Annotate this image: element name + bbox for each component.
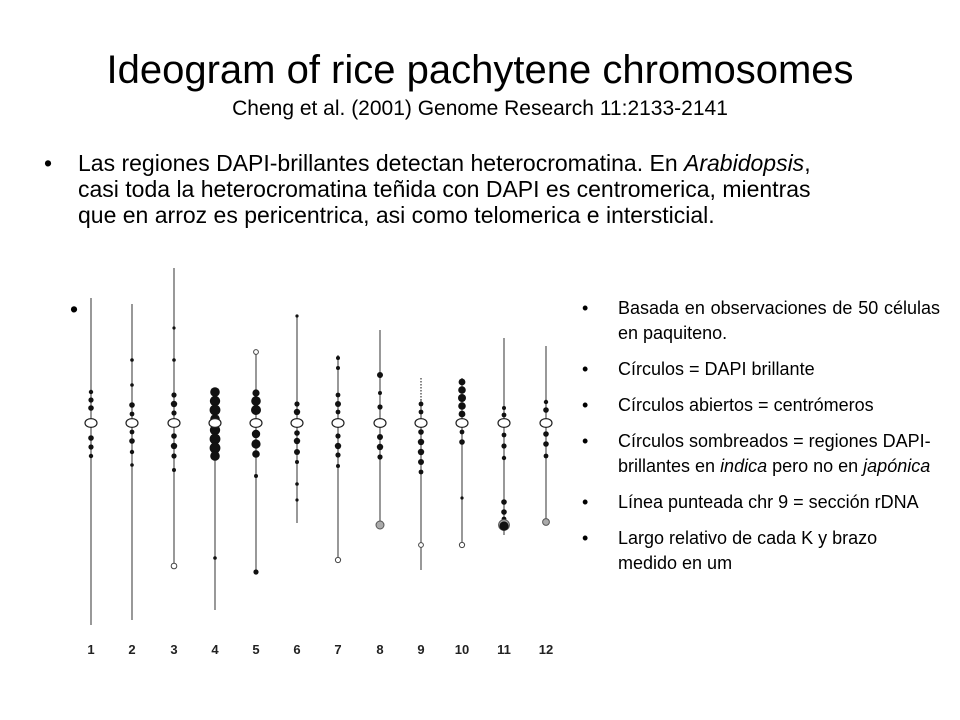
dapi-bright-dot [336,410,341,415]
centromere-open-circle [168,419,180,428]
side-bullet-4-part1: Círculos sombreados = regiones DAPI-brillantes en [618,431,931,476]
dapi-bright-dot [458,402,466,410]
centromere-open-circle [126,419,138,428]
chromosome-label-6: 6 [293,642,301,657]
side-bullet-1 [580,296,940,346]
main-bullet-text [78,150,838,228]
dapi-bright-dot [171,392,176,397]
centromere-open-circle [85,419,97,428]
chromosome-label-8: 8 [376,642,384,657]
dapi-bright-dot [502,406,506,410]
chromosome-ideogram [70,262,566,660]
side-bullet-3-text: Círculos abiertos = centrómeros [618,395,874,415]
chromosome-11 [498,338,510,535]
dapi-bright-dot [501,509,507,515]
dapi-bright-dot [252,450,260,458]
dapi-bright-dot [458,394,466,402]
dapi-bright-dot [171,453,176,458]
dapi-bright-dot [251,396,261,406]
chromosome-label-10: 10 [454,642,470,657]
dapi-bright-dot [130,383,134,387]
dapi-bright-dot [294,409,300,415]
chromosome-12 [540,346,552,525]
side-bullet-4-text [618,431,931,476]
dapi-bright-dot [171,443,177,449]
open-circle [171,563,177,569]
dapi-bright-dot [499,521,508,530]
side-bullet-3 [580,393,940,418]
chromosome-10 [456,378,468,548]
dapi-bright-dot [294,430,300,436]
dapi-bright-dot [171,410,176,415]
chromosome-2 [126,304,138,620]
side-bullet-4-italic2: japónica [863,456,931,476]
dapi-bright-dot [172,468,176,472]
dapi-bright-dot [294,401,299,406]
dapi-bright-dot [210,451,220,461]
dapi-bright-dot [501,443,506,448]
side-bullet-1-text: Basada en observaciones de 50 células en paquiteno. [618,298,940,343]
dapi-bright-dot [89,454,93,458]
dapi-bright-dot [254,474,258,478]
dapi-bright-dot [377,434,383,440]
dapi-bright-dot [295,498,298,501]
dapi-bright-dot [419,470,424,475]
dapi-bright-dot [418,439,424,445]
dapi-bright-dot [129,402,135,408]
dapi-bright-dot [213,556,217,560]
chromosome-label-5: 5 [252,642,260,657]
centromere-open-circle [291,419,303,428]
chromosome-6 [291,314,303,523]
dapi-bright-dot [336,356,340,360]
dapi-bright-dot [377,404,382,409]
chromosome-label-4: 4 [211,642,219,657]
dapi-bright-dot [294,438,300,444]
dapi-bright-dot [295,314,298,317]
chromosome-8 [374,330,386,529]
side-bullet-4 [580,429,940,479]
dapi-bright-dot [460,430,465,435]
side-bullet-6 [580,526,940,576]
side-bullet-2-text: Círculos = DAPI brillante [618,359,815,379]
dapi-bright-dot [295,482,299,486]
dapi-bright-dot [377,372,383,378]
dapi-bright-dot [459,411,466,418]
dapi-bright-dot [88,435,94,441]
slide-subtitle: Cheng et al. (2001) Genome Research 11:2133-2141 [232,97,728,120]
chromosome-9 [415,378,427,570]
bullet-glyph: • [582,431,589,451]
dapi-bright-dot [458,386,466,394]
dapi-bright-dot [172,358,176,362]
dapi-bright-dot [377,444,383,450]
chromosome-7 [332,355,344,563]
dapi-bright-dot [210,387,220,397]
dapi-bright-dot [335,433,340,438]
dapi-bright-dot [502,413,507,418]
dapi-bright-dot [171,401,177,407]
bullet-glyph: • [582,395,589,415]
dapi-bright-dot [459,379,466,386]
side-bullet-4-part2: pero no en [767,456,864,476]
dapi-bright-dot [88,444,93,449]
dapi-bright-dot [88,405,94,411]
chromosome-label-1: 1 [87,642,95,657]
dapi-bright-dot [544,400,548,404]
dapi-bright-dot [210,405,221,416]
side-bullet-4-italic1: indica [720,456,768,476]
dapi-bright-dot [418,459,424,465]
dapi-bright-dot [130,412,135,417]
centromere-open-circle [332,419,344,428]
open-circle [459,542,464,547]
open-circle [254,350,259,355]
chromosome-label-3: 3 [170,642,178,657]
dapi-bright-dot [251,439,260,448]
centromere-open-circle [209,419,221,428]
dapi-bright-dot [543,431,549,437]
dapi-bright-dot [543,407,549,413]
dapi-bright-dot [130,358,134,362]
dapi-bright-dot [129,438,135,444]
bullet-glyph: • [44,150,53,176]
dapi-bright-dot [294,449,300,455]
dapi-bright-dot [171,433,177,439]
dapi-bright-dot [418,449,424,455]
dapi-bright-dot [130,463,134,467]
dapi-bright-dot [130,450,134,454]
dapi-bright-dot [252,389,259,396]
dapi-bright-dot [459,439,465,445]
dapi-bright-dot [335,443,341,449]
dapi-bright-dot [335,452,340,457]
centromere-open-circle [498,419,510,428]
chromosome-3 [168,268,180,569]
dapi-bright-dot [172,326,175,329]
main-bullet-part2: , casi toda la heterocromatina teñida con DAPI es centromerica, mientras que en arroz es pericentrica, asi como telomerica e intersticial. [78,150,811,228]
dapi-bright-dot [336,393,341,398]
dapi-bright-dot [544,454,549,459]
chromosome-label-9: 9 [417,642,425,657]
side-bullet-2 [580,357,940,382]
bullet-glyph: • [582,492,589,512]
dapi-bright-dot [336,366,340,370]
bullet-glyph: • [582,298,589,318]
dapi-bright-dot [251,405,261,415]
chromosome-1 [85,298,97,625]
dapi-bright-dot [252,430,260,438]
dapi-bright-dot [502,456,506,460]
side-bullet-6-text: Largo relativo de cada K y brazo medido en um [618,528,878,573]
chromosome-label-7: 7 [334,642,342,657]
chromosome-5 [250,350,262,575]
side-bullet-list [580,296,940,587]
centromere-open-circle [415,419,427,428]
dapi-bright-dot [543,441,549,447]
chromosome-label-11: 11 [497,642,511,657]
centromere-open-circle [540,419,552,428]
dapi-bright-dot [130,430,135,435]
slide-title: Ideogram of rice pachytene chromosomes [106,48,854,92]
dapi-bright-dot [377,454,382,459]
open-circle [419,543,424,548]
dapi-bright-dot [336,464,340,468]
main-bullet-italic: Arabidopsis [684,150,805,176]
chromosome-label-2: 2 [128,642,136,657]
dapi-bright-dot [502,433,507,438]
dapi-bright-dot [378,391,382,395]
side-bullet-5-text: Línea punteada chr 9 = sección rDNA [618,492,919,512]
chromosome-4 [209,387,221,610]
open-circle [335,557,340,562]
dapi-bright-dot [418,429,424,435]
shaded-dapi-dot [376,521,384,529]
dapi-bright-dot [460,496,463,499]
bullet-glyph: • [582,528,589,548]
dapi-bright-dot [88,397,93,402]
dapi-bright-dot [419,402,424,407]
dapi-bright-dot [295,460,299,464]
main-bullet-part1: Las regiones DAPI-brillantes detectan heterocromatina. En [78,150,684,176]
chromosome-label-12: 12 [538,642,554,657]
centromere-open-circle [250,419,262,428]
dapi-bright-dot [419,410,424,415]
dapi-bright-dot [501,499,507,505]
dapi-bright-dot [253,569,258,574]
centromere-open-circle [456,419,468,428]
figure-bullet-glyph: • [70,296,79,322]
dapi-bright-dot [335,401,341,407]
side-bullet-5 [580,490,940,515]
bullet-glyph: • [582,359,589,379]
shaded-dapi-dot [543,519,550,526]
dapi-bright-dot [89,390,93,394]
centromere-open-circle [374,419,386,428]
